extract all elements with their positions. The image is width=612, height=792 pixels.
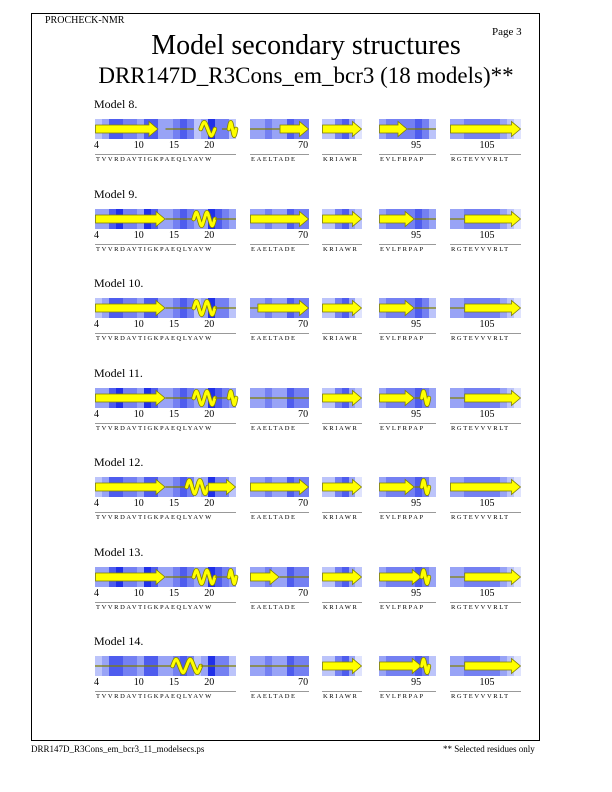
- residue-number: 10: [133, 587, 144, 599]
- residue-number: 4: [94, 229, 99, 241]
- ss-glyphs: [95, 567, 236, 587]
- sequence-rule: [379, 602, 436, 603]
- residue-number: 95: [411, 677, 422, 688]
- residue-number: 95: [411, 587, 422, 599]
- strand-arrow: [323, 301, 362, 316]
- ss-glyphs: [450, 567, 521, 587]
- strand-arrow: [96, 211, 166, 226]
- strand-arrow: [380, 211, 415, 226]
- residue-number: 15: [169, 319, 180, 330]
- strand-arrow: [323, 569, 362, 584]
- strand-arrow: [380, 480, 415, 495]
- ss-glyphs: [250, 567, 309, 587]
- strand-arrow: [208, 480, 235, 495]
- residue-number: 70: [298, 587, 309, 599]
- ss-glyphs: [95, 388, 236, 408]
- ss-glyphs: [250, 298, 309, 318]
- residue-number: 95: [411, 498, 422, 509]
- ss-glyphs: [322, 209, 362, 229]
- sequence-text: EVLFRPAP: [380, 693, 425, 700]
- structure-segment: [95, 477, 236, 497]
- sequence-rule: [379, 423, 436, 424]
- structure-segment: [450, 209, 521, 229]
- sequence-rule: [450, 333, 521, 334]
- strand-arrow: [96, 480, 166, 495]
- strand-arrow: [251, 480, 309, 495]
- residue-number: 70: [298, 408, 309, 420]
- sequence-rule: [95, 244, 236, 245]
- ss-glyphs: [95, 209, 236, 229]
- sequence-text: RGTEVVVRLT: [451, 156, 510, 163]
- structure-segment: [322, 656, 362, 676]
- strand-arrow: [251, 569, 280, 584]
- sequence-rule: [95, 512, 236, 513]
- structure-segment: [450, 656, 521, 676]
- model-label: Model 14.: [94, 634, 144, 648]
- model-label: Model 9.: [94, 186, 138, 201]
- ss-glyphs: [95, 656, 236, 676]
- sequence-text: RGTEVVVRLT: [451, 245, 510, 253]
- sequence-rule: [322, 244, 362, 245]
- residue-number: 70: [298, 498, 309, 509]
- structure-segment: [379, 119, 436, 139]
- residue-number: 20: [204, 140, 215, 151]
- structure-segment: [322, 209, 362, 229]
- strand-arrow: [380, 122, 408, 137]
- strand-arrow: [323, 122, 362, 137]
- sequence-text: EAELTADE: [251, 603, 297, 611]
- page-number: Page 3: [492, 26, 522, 38]
- helix-ribbon: [422, 570, 429, 584]
- sequence-text: TVVRDAVTIGKPAEQLYAVW: [96, 245, 213, 253]
- structure-segment: [379, 656, 436, 676]
- structure-segment: [95, 656, 236, 676]
- sequence-text: TVVRDAVTIGKPAEQLYAVW: [96, 693, 213, 700]
- ss-glyphs: [379, 119, 436, 139]
- helix-ribbon: [422, 480, 429, 494]
- strand-arrow: [451, 122, 521, 137]
- sequence-text: EAELTADE: [251, 693, 297, 700]
- sequence-rule: [250, 512, 309, 513]
- ss-glyphs: [450, 298, 521, 318]
- residue-number: 20: [204, 408, 215, 420]
- residue-number: 95: [411, 229, 422, 241]
- ss-glyphs: [322, 388, 362, 408]
- strand-arrow: [380, 390, 415, 405]
- ss-glyphs: [95, 298, 236, 318]
- residue-number: 20: [204, 677, 215, 688]
- program-name: PROCHECK-NMR: [45, 15, 125, 26]
- residue-number: 105: [479, 498, 495, 509]
- structure-segment: [250, 567, 309, 587]
- sequence-rule: [250, 244, 309, 245]
- residue-number: 70: [298, 229, 309, 241]
- sequence-rule: [379, 154, 436, 155]
- ss-glyphs: [250, 477, 309, 497]
- residue-number: 4: [94, 408, 99, 420]
- residue-number: 105: [479, 677, 495, 688]
- ss-glyphs: [379, 209, 436, 229]
- sequence-rule: [250, 154, 309, 155]
- ss-glyphs: [450, 209, 521, 229]
- residue-number: 20: [204, 498, 215, 509]
- sequence-rule: [450, 512, 521, 513]
- ss-glyphs: [450, 388, 521, 408]
- ss-glyphs: [379, 388, 436, 408]
- structure-segment: [250, 388, 309, 408]
- ss-glyphs: [379, 567, 436, 587]
- sequence-rule: [450, 154, 521, 155]
- sequence-rule: [379, 333, 436, 334]
- strand-arrow: [96, 301, 166, 316]
- sequence-text: KRIAWR: [323, 156, 359, 163]
- structure-segment: [379, 477, 436, 497]
- ss-glyphs: [379, 656, 436, 676]
- sequence-text: TVVRDAVTIGKPAEQLYAVW: [96, 335, 213, 342]
- sequence-rule: [95, 691, 236, 692]
- model-label: Model 11.: [94, 365, 143, 380]
- sequence-text: KRIAWR: [323, 603, 359, 611]
- residue-number: 4: [94, 319, 99, 330]
- strand-arrow: [96, 122, 158, 137]
- strand-arrow: [258, 301, 309, 316]
- sequence-rule: [379, 244, 436, 245]
- residue-number: 4: [94, 677, 99, 688]
- ss-glyphs: [322, 119, 362, 139]
- ss-glyphs: [250, 119, 309, 139]
- sequence-rule: [250, 691, 309, 692]
- sequence-text: EVLFRPAP: [380, 514, 425, 521]
- sequence-text: TVVRDAVTIGKPAEQLYAVW: [96, 424, 213, 432]
- sequence-rule: [322, 154, 362, 155]
- ss-glyphs: [379, 298, 436, 318]
- residue-number: 10: [133, 677, 144, 688]
- strand-arrow: [96, 569, 166, 584]
- residue-number: 4: [94, 587, 99, 599]
- residue-number: 10: [133, 229, 144, 241]
- sequence-rule: [250, 602, 309, 603]
- structure-segment: [95, 388, 236, 408]
- residue-number: 10: [133, 140, 144, 151]
- sequence-rule: [322, 333, 362, 334]
- structure-segment: [322, 567, 362, 587]
- ss-glyphs: [95, 477, 236, 497]
- structure-segment: [322, 388, 362, 408]
- sequence-text: KRIAWR: [323, 245, 359, 253]
- ss-glyphs: [250, 209, 309, 229]
- residue-number: 70: [298, 319, 309, 330]
- sequence-rule: [450, 244, 521, 245]
- helix-ribbon: [229, 391, 236, 405]
- page-subtitle: DRR147D_R3Cons_em_bcr3 (18 models)**: [98, 63, 514, 88]
- sequence-text: EAELTADE: [251, 156, 297, 163]
- residue-number: 105: [479, 319, 495, 330]
- ss-glyphs: [450, 656, 521, 676]
- residue-number: 15: [169, 229, 180, 241]
- strand-arrow: [323, 659, 362, 674]
- sequence-text: EVLFRPAP: [380, 424, 425, 432]
- structure-segment: [250, 119, 309, 139]
- sequence-rule: [95, 154, 236, 155]
- residue-number: 15: [169, 677, 180, 688]
- sequence-text: RGTEVVVRLT: [451, 603, 510, 611]
- ss-glyphs: [250, 388, 309, 408]
- ss-glyphs: [250, 656, 309, 676]
- structure-segment: [450, 298, 521, 318]
- sequence-rule: [450, 691, 521, 692]
- residue-number: 105: [479, 140, 495, 151]
- structure-segment: [95, 119, 236, 139]
- sequence-text: EAELTADE: [251, 514, 297, 521]
- sequence-text: EAELTADE: [251, 245, 297, 253]
- residue-number: 10: [133, 498, 144, 509]
- strand-arrow: [465, 569, 521, 584]
- strand-arrow: [96, 390, 166, 405]
- residue-number: 15: [169, 140, 180, 151]
- strand-arrow: [465, 659, 521, 674]
- sequence-rule: [95, 602, 236, 603]
- structure-segment: [379, 298, 436, 318]
- residue-number: 20: [204, 319, 215, 330]
- sequence-text: RGTEVVVRLT: [451, 424, 510, 432]
- sequence-rule: [322, 691, 362, 692]
- residue-number: 105: [479, 229, 495, 241]
- strand-arrow: [465, 390, 521, 405]
- structure-segment: [95, 209, 236, 229]
- sequence-text: KRIAWR: [323, 424, 359, 432]
- residue-number: 95: [411, 319, 422, 330]
- sequence-text: TVVRDAVTIGKPAEQLYAVW: [96, 156, 213, 163]
- structure-segment: [250, 477, 309, 497]
- helix-ribbon: [229, 122, 236, 136]
- sequence-text: EVLFRPAP: [380, 335, 425, 342]
- sequence-rule: [95, 333, 236, 334]
- residue-number: 95: [411, 140, 422, 151]
- ss-glyphs: [450, 477, 521, 497]
- structure-segment: [322, 119, 362, 139]
- ss-glyphs: [95, 119, 236, 139]
- sequence-text: RGTEVVVRLT: [451, 335, 510, 342]
- residue-number: 70: [298, 677, 309, 688]
- sequence-text: EVLFRPAP: [380, 603, 425, 611]
- residue-number: 105: [479, 587, 495, 599]
- model-label: Model 8.: [94, 97, 138, 111]
- structure-segment: [95, 567, 236, 587]
- helix-ribbon: [422, 391, 429, 405]
- sequence-text: EAELTADE: [251, 335, 297, 342]
- residue-number: 20: [204, 587, 215, 599]
- sequence-text: TVVRDAVTIGKPAEQLYAVW: [96, 603, 213, 611]
- residue-number: 105: [479, 408, 495, 420]
- residue-number: 15: [169, 408, 180, 420]
- structure-segment: [95, 298, 236, 318]
- strand-arrow: [380, 569, 422, 584]
- ss-glyphs: [379, 477, 436, 497]
- strand-arrow: [465, 301, 521, 316]
- structure-segment: [379, 567, 436, 587]
- sequence-rule: [450, 423, 521, 424]
- residue-number: 10: [133, 319, 144, 330]
- structure-segment: [250, 656, 309, 676]
- ss-glyphs: [322, 656, 362, 676]
- residue-number: 4: [94, 140, 99, 151]
- sequence-text: RGTEVVVRLT: [451, 693, 510, 700]
- structure-segment: [450, 119, 521, 139]
- model-label: Model 10.: [94, 276, 144, 290]
- sequence-text: TVVRDAVTIGKPAEQLYAVW: [96, 514, 213, 521]
- structure-segment: [450, 477, 521, 497]
- structure-segment: [379, 388, 436, 408]
- ss-glyphs: [450, 119, 521, 139]
- ss-glyphs: [322, 298, 362, 318]
- structure-segment: [379, 209, 436, 229]
- residue-number: 20: [204, 229, 215, 241]
- sequence-rule: [322, 423, 362, 424]
- helix-ribbon: [229, 570, 236, 584]
- sequence-text: RGTEVVVRLT: [451, 514, 510, 521]
- page-title: Model secondary structures: [151, 30, 461, 61]
- structure-segment: [250, 209, 309, 229]
- strand-arrow: [323, 480, 362, 495]
- sequence-text: KRIAWR: [323, 514, 359, 521]
- residue-number: 4: [94, 498, 99, 509]
- sequence-text: KRIAWR: [323, 693, 359, 700]
- model-label: Model 13.: [94, 544, 144, 559]
- model-label: Model 12.: [94, 455, 144, 469]
- structure-segment: [250, 298, 309, 318]
- sequence-rule: [322, 512, 362, 513]
- structure-segment: [322, 477, 362, 497]
- strand-arrow: [451, 480, 521, 495]
- residue-number: 10: [133, 408, 144, 420]
- sequence-rule: [250, 333, 309, 334]
- strand-arrow: [465, 211, 521, 226]
- residue-number: 70: [298, 140, 309, 151]
- footer-note: ** Selected residues only: [443, 744, 535, 754]
- sequence-rule: [250, 423, 309, 424]
- residue-number: 15: [169, 587, 180, 599]
- sequence-text: EAELTADE: [251, 424, 297, 432]
- strand-arrow: [280, 122, 309, 137]
- sequence-rule: [322, 602, 362, 603]
- sequence-text: KRIAWR: [323, 335, 359, 342]
- strand-arrow: [380, 659, 422, 674]
- sequence-rule: [379, 691, 436, 692]
- sequence-rule: [379, 512, 436, 513]
- residue-number: 95: [411, 408, 422, 420]
- ss-glyphs: [322, 477, 362, 497]
- sequence-rule: [95, 423, 236, 424]
- strand-arrow: [323, 390, 362, 405]
- strand-arrow: [380, 301, 415, 316]
- structure-segment: [322, 298, 362, 318]
- sequence-text: EVLFRPAP: [380, 245, 425, 253]
- strand-arrow: [323, 211, 362, 226]
- sequence-text: EVLFRPAP: [380, 156, 425, 163]
- residue-number: 15: [169, 498, 180, 509]
- sequence-rule: [450, 602, 521, 603]
- ss-glyphs: [322, 567, 362, 587]
- helix-ribbon: [422, 659, 429, 673]
- strand-arrow: [251, 211, 309, 226]
- structure-segment: [450, 567, 521, 587]
- footer-filename: DRR147D_R3Cons_em_bcr3_11_modelsecs.ps: [31, 744, 205, 754]
- structure-segment: [450, 388, 521, 408]
